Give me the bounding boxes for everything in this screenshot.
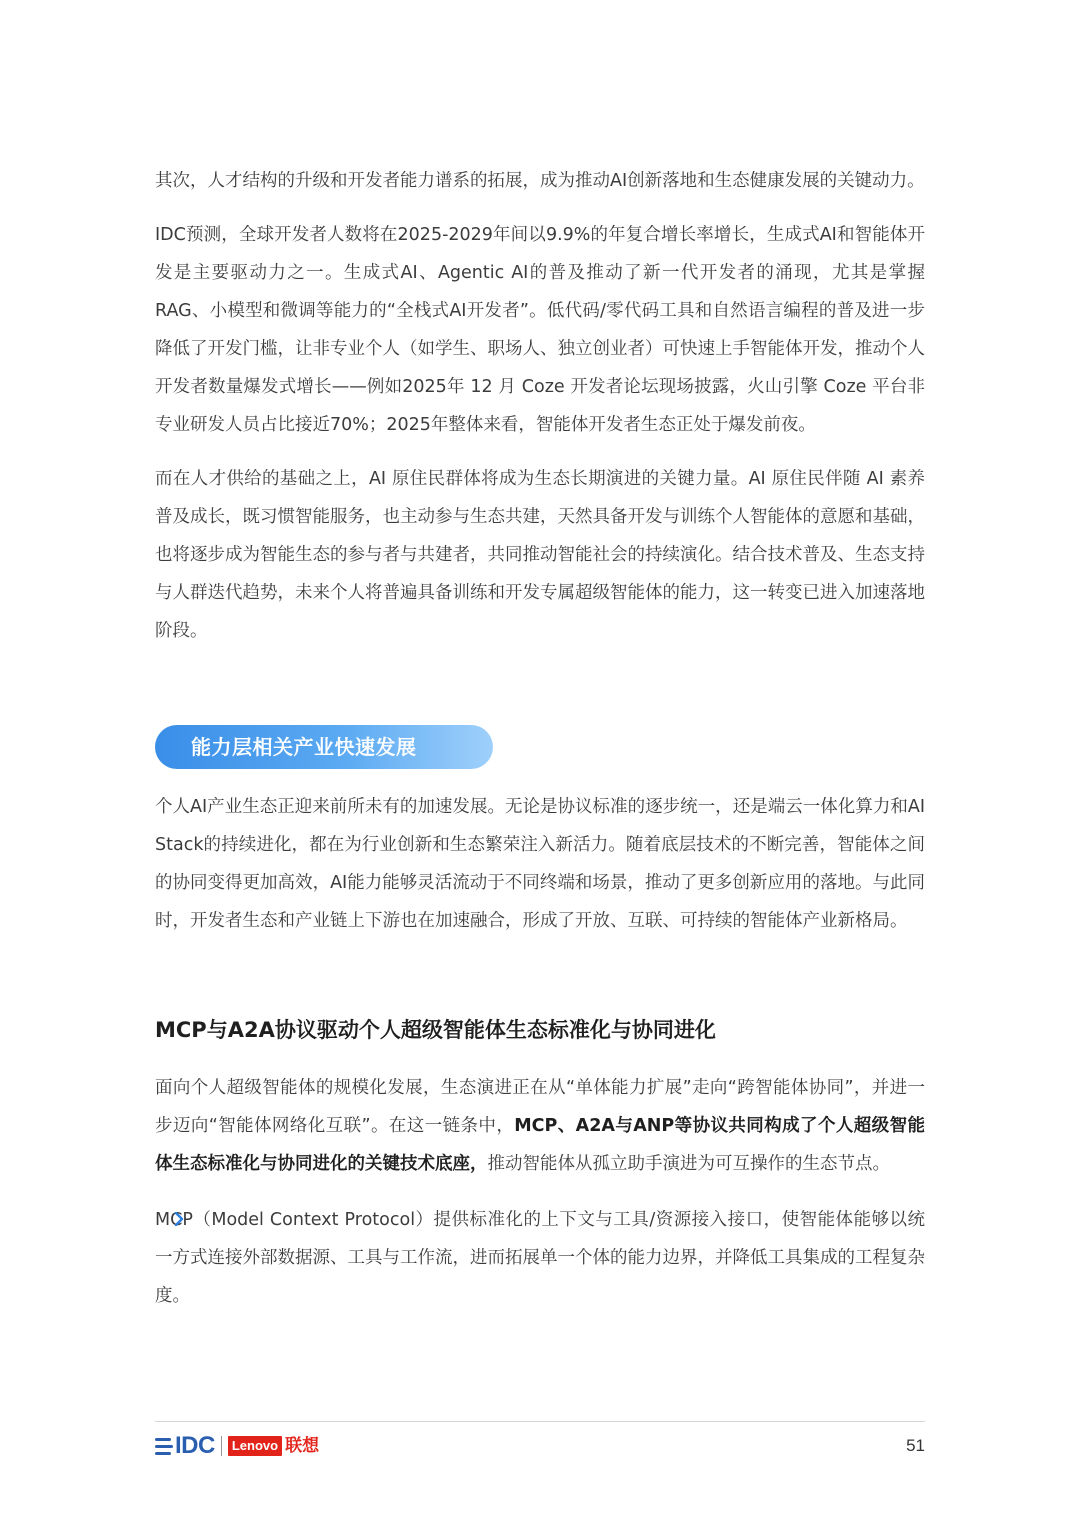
page-footer — [155, 1431, 925, 1461]
paragraph-idc-forecast: IDC预测，全球开发者人数将在2025-2029年间以9.9%的年复合增长率增长，生成式AI和智能体开发是主要驱动力之一。生成式AI、Agentic AI的普及推动了新一代开发者的涌现，尤其是掌握RAG、小模型和微调等能力的“全栈式AI开发者”。低代码/零代码工具和自然语言编程的普及进一步降低了开发门槛，让非专业个人（如学生、职场人、独立创业者）可快速上手智能体开发，推动个人开发者数量爆发式增长——例如2025年 12 月 Coze 开发者论坛现场披露，火山引擎 Coze 平台非专业研发人员占比接近70%；2025年整体来看，智能体开发者生态正处于爆发前夜。 — [155, 225, 925, 435]
footer-divider — [155, 1421, 925, 1422]
lenovo-logo-cn: 联想 — [285, 1436, 320, 1456]
capability-layer-section — [155, 788, 925, 940]
protocol-intro-text-a: 面向个人超级智能体的规模化发展，生态演进正在从“单体能力扩展”走向“跨智能体协同”，并进一步迈向“智能体网络化互联”。在这一链条中， — [155, 1078, 925, 1136]
section-pill-label: 能力层相关产业快速发展 — [155, 725, 493, 769]
protocol-intro-bold: MCP、A2A与ANP等协议共同构成了个人超级智能体生态标准化与协同进化的关键技术底座， — [155, 1116, 925, 1174]
idc-logo-text: IDC — [175, 1432, 215, 1459]
bullet-text-mcp: MCP（Model Context Protocol）提供标准化的上下文与工具/资源接入接口，使智能体能够以统一方式连接外部数据源、工具与工作流，进而拓展单一个体的能力边界，并降低工具集成的工程复杂度。 — [155, 1210, 925, 1306]
protocol-section — [155, 1069, 925, 1183]
paragraph-ai-natives: 而在人才供给的基础之上，AI 原住民群体将成为生态长期演进的关键力量。AI 原住民伴随 AI 素养普及成长，既习惯智能服务，也主动参与生态共建，天然具备开发与训练个人智能体的意愿和基础，也将逐步成为智能生态的参与者与共建者，共同推动智能社会的持续演化。结合技术普及、生态支持与人群迭代趋势，未来个人将普遍具备训练和开发专属超级智能体的能力，这一转变已进入加速落地阶段。 — [155, 469, 925, 641]
intro-section — [155, 162, 925, 650]
logo-separator — [221, 1436, 222, 1456]
paragraph-industry-acceleration: 个人AI产业生态正迎来前所未有的加速发展。无论是协议标准的逐步统一，还是端云一体化算力和AI Stack的持续进化，都在为行业创新和生态繁荣注入新活力。随着底层技术的不断完善，智能体之间的协同变得更加高效，AI能力能够灵活流动于不同终端和场景，推动了更多创新应用的落地。与此同时，开发者生态和产业链上下游也在加速融合，形成了开放、互联、可持续的智能体产业新格局。 — [155, 797, 925, 931]
section-heading: MCP与A2A协议驱动个人超级智能体生态标准化与协同进化 — [155, 1018, 716, 1042]
protocol-intro-text-c: 推动智能体从孤立助手演进为可互操作的生态节点。 — [487, 1154, 890, 1174]
paragraph-talent-structure: 其次，人才结构的升级和开发者能力谱系的拓展，成为推动AI创新落地和生态健康发展的关键动力。 — [155, 171, 925, 191]
section-pill-header — [155, 725, 493, 769]
lenovo-logo-en: Lenovo — [228, 1436, 282, 1456]
bullet-item-mcp — [155, 1201, 925, 1315]
idc-lenovo-logo — [155, 1433, 319, 1459]
idc-logo-mark — [155, 1436, 173, 1457]
chevron-right-icon — [174, 1201, 188, 1239]
paragraph-protocol-intro — [155, 1069, 925, 1183]
page-number: 51 — [906, 1436, 925, 1455]
